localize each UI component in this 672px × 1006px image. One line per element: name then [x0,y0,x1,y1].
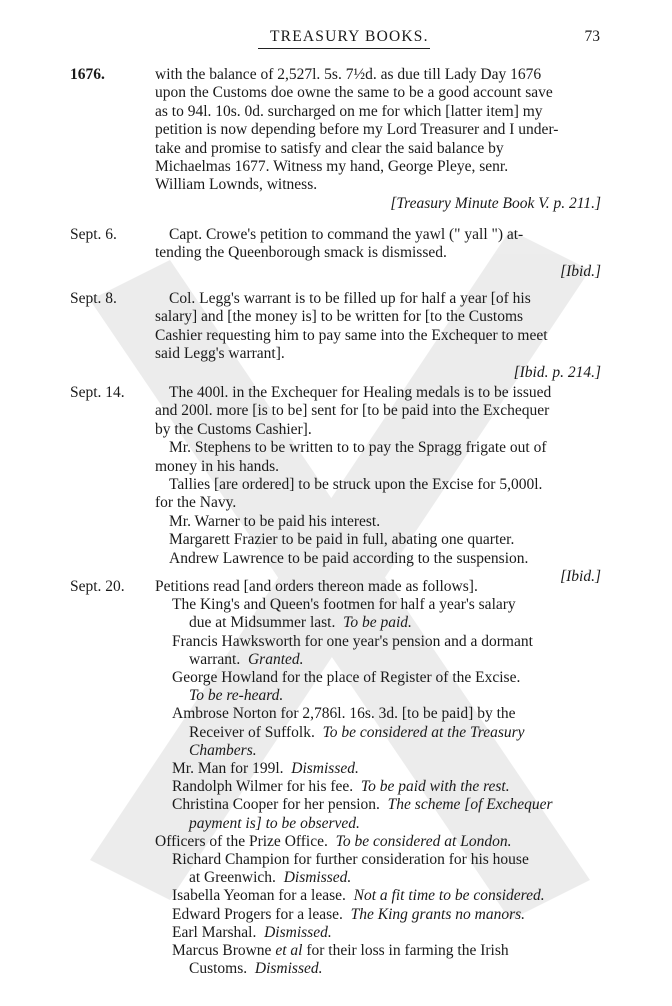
petition-order: Dismissed. [291,760,359,778]
petition-order: Dismissed. [254,960,323,978]
text-line: salary] and [the money is] to be written for [to the Customs [155,308,524,326]
petition-order: The King grants no manors. [350,905,526,923]
text-line: by the Customs Cashier]. [155,420,312,438]
petition-text: Officers of the Prize Office. [155,832,328,850]
text-line: take and promise to satisfy and clear the said balance by [155,139,504,157]
petition-text: Randolph Wilmer for his fee. [172,778,354,796]
text-line: petition is now depending before my Lord Treasurer and I under- [155,121,559,139]
list-item [155,705,601,760]
list-item [155,924,601,942]
petition-text: for their loss in farming the Irish [306,942,509,960]
text-line [155,614,601,632]
text-line [155,651,601,669]
petition-order: To be considered at the Treasury [322,723,525,741]
petition-order: Not a fit time to be considered. [353,887,545,905]
source-citation: [Ibid.] [560,262,601,280]
text-line: Ambrose Norton for 2,786l. 16s. 3d. [to be paid] by the [172,705,516,723]
text-line: Mr. Warner to be paid his interest. [169,512,381,530]
petition-text: Isabella Yeoman for a lease. [172,887,346,905]
text-line: The King's and Queen's footmen for half a year's salary [172,596,516,614]
running-title: TREASURY BOOKS. [270,28,429,45]
petition-order: Granted. [247,650,304,668]
petition-order: To be re-heard. [189,687,284,705]
petition-text: Customs. [189,960,248,978]
list-item [155,887,601,905]
entry-paragraph [155,384,601,586]
text-line [155,869,601,887]
text-line: Col. Legg's warrant is to be filled up for half a year [of his [169,290,531,307]
list-item [155,906,601,924]
petition-order: To be paid with the rest. [360,778,510,796]
entry-paragraph [155,290,601,382]
entry-date: Sept. 14. [70,384,125,401]
petition-etal: et al [275,942,303,960]
source-citation: [Ibid.] [560,568,601,586]
petition-text: Edward Progers for a lease. [172,905,343,923]
header-rule [258,48,430,49]
list-item [155,851,601,887]
text-line: Tallies [are ordered] to be struck upon the Excise for 5,000l. [169,476,543,494]
text-line: The 400l. in the Exchequer for Healing medals is to be issued [169,384,552,401]
text-line: as to 94l. 10s. 0d. surcharged on me for which [latter item] my [155,102,543,120]
petition-text: Earl Marshal. [172,923,257,941]
petition-text: due at Midsummer last. [189,614,336,632]
text-line: Cashier requesting him to pay same into the Exchequer to meet [155,326,548,344]
petition-text: Receiver of Suffolk. [189,723,315,741]
text-line: Capt. Crowe's petition to command the yawl (" yall ") at- [169,226,524,243]
petition-order: The scheme [of Exchequer [387,796,553,814]
source-citation: [Treasury Minute Book V. p. 211.] [390,194,601,212]
entry-date: Sept. 20. [70,578,125,595]
text-line: upon the Customs doe owne the same to be a good account save [155,84,553,102]
petition-order: payment is] to be observed. [189,814,360,832]
text-line: Margarett Frazier to be paid in full, abating one quarter. [169,531,515,549]
text-line [155,724,601,742]
intro-paragraph [155,66,601,213]
text-line: Mr. Stephens to be written to to pay the Spragg frigate out of [169,439,547,457]
petition-order: Chambers. [189,741,257,759]
text-line: Richard Champion for further consideration for his house [172,851,529,869]
petition-text: Marcus Browne [172,942,272,960]
petition-order: Dismissed. [264,923,332,941]
list-item [155,669,601,705]
petition-order: Dismissed. [283,869,352,887]
text-line: Andrew Lawrence to be paid according to the suspension. [169,549,529,567]
petition-text: Mr. Man for 199l. [172,760,284,778]
text-line [155,942,601,960]
text-line [155,796,601,814]
list-item [155,778,601,796]
petitions-list [155,578,601,978]
petitions-heading: Petitions read [and orders thereon made as follows]. [155,578,478,595]
text-line: for the Navy. [155,494,237,512]
text-line [155,960,601,978]
text-line: William Lownds, witness. [155,176,318,194]
list-item [155,942,601,978]
text-line: with the balance of 2,527l. 5s. 7½d. as due till Lady Day 1676 [155,66,542,83]
petition-text: Christina Cooper for her pension. [172,796,380,814]
text-line: and 200l. more [is to be] sent for [to be paid into the Exchequer [155,402,550,420]
petition-text: at Greenwich. [189,869,276,887]
list-item [155,833,601,851]
text-line: Francis Hawksworth for one year's pension and a dormant [172,632,533,650]
entry-date: Sept. 6. [70,226,117,243]
entry-paragraph [155,226,601,281]
list-item [155,796,601,832]
text-line: Michaelmas 1677. Witness my hand, George Pleye, senr. [155,158,509,176]
entry-date: Sept. 8. [70,290,117,307]
text-line: George Howland for the place of Register of the Excise. [172,669,521,687]
text-line: said Legg's warrant]. [155,345,285,363]
source-citation: [Ibid. p. 214.] [513,363,601,381]
petition-order: To be considered at London. [335,832,512,850]
page-number: 73 [584,28,600,45]
margin-year: 1676. [70,66,105,83]
petition-text: warrant. [189,650,241,668]
petition-order: To be paid. [343,614,412,632]
text-line: money in his hands. [155,457,279,475]
list-item [155,633,601,669]
text-line: tending the Queenborough smack is dismissed. [155,244,447,262]
list-item [155,596,601,632]
list-item [155,760,601,778]
